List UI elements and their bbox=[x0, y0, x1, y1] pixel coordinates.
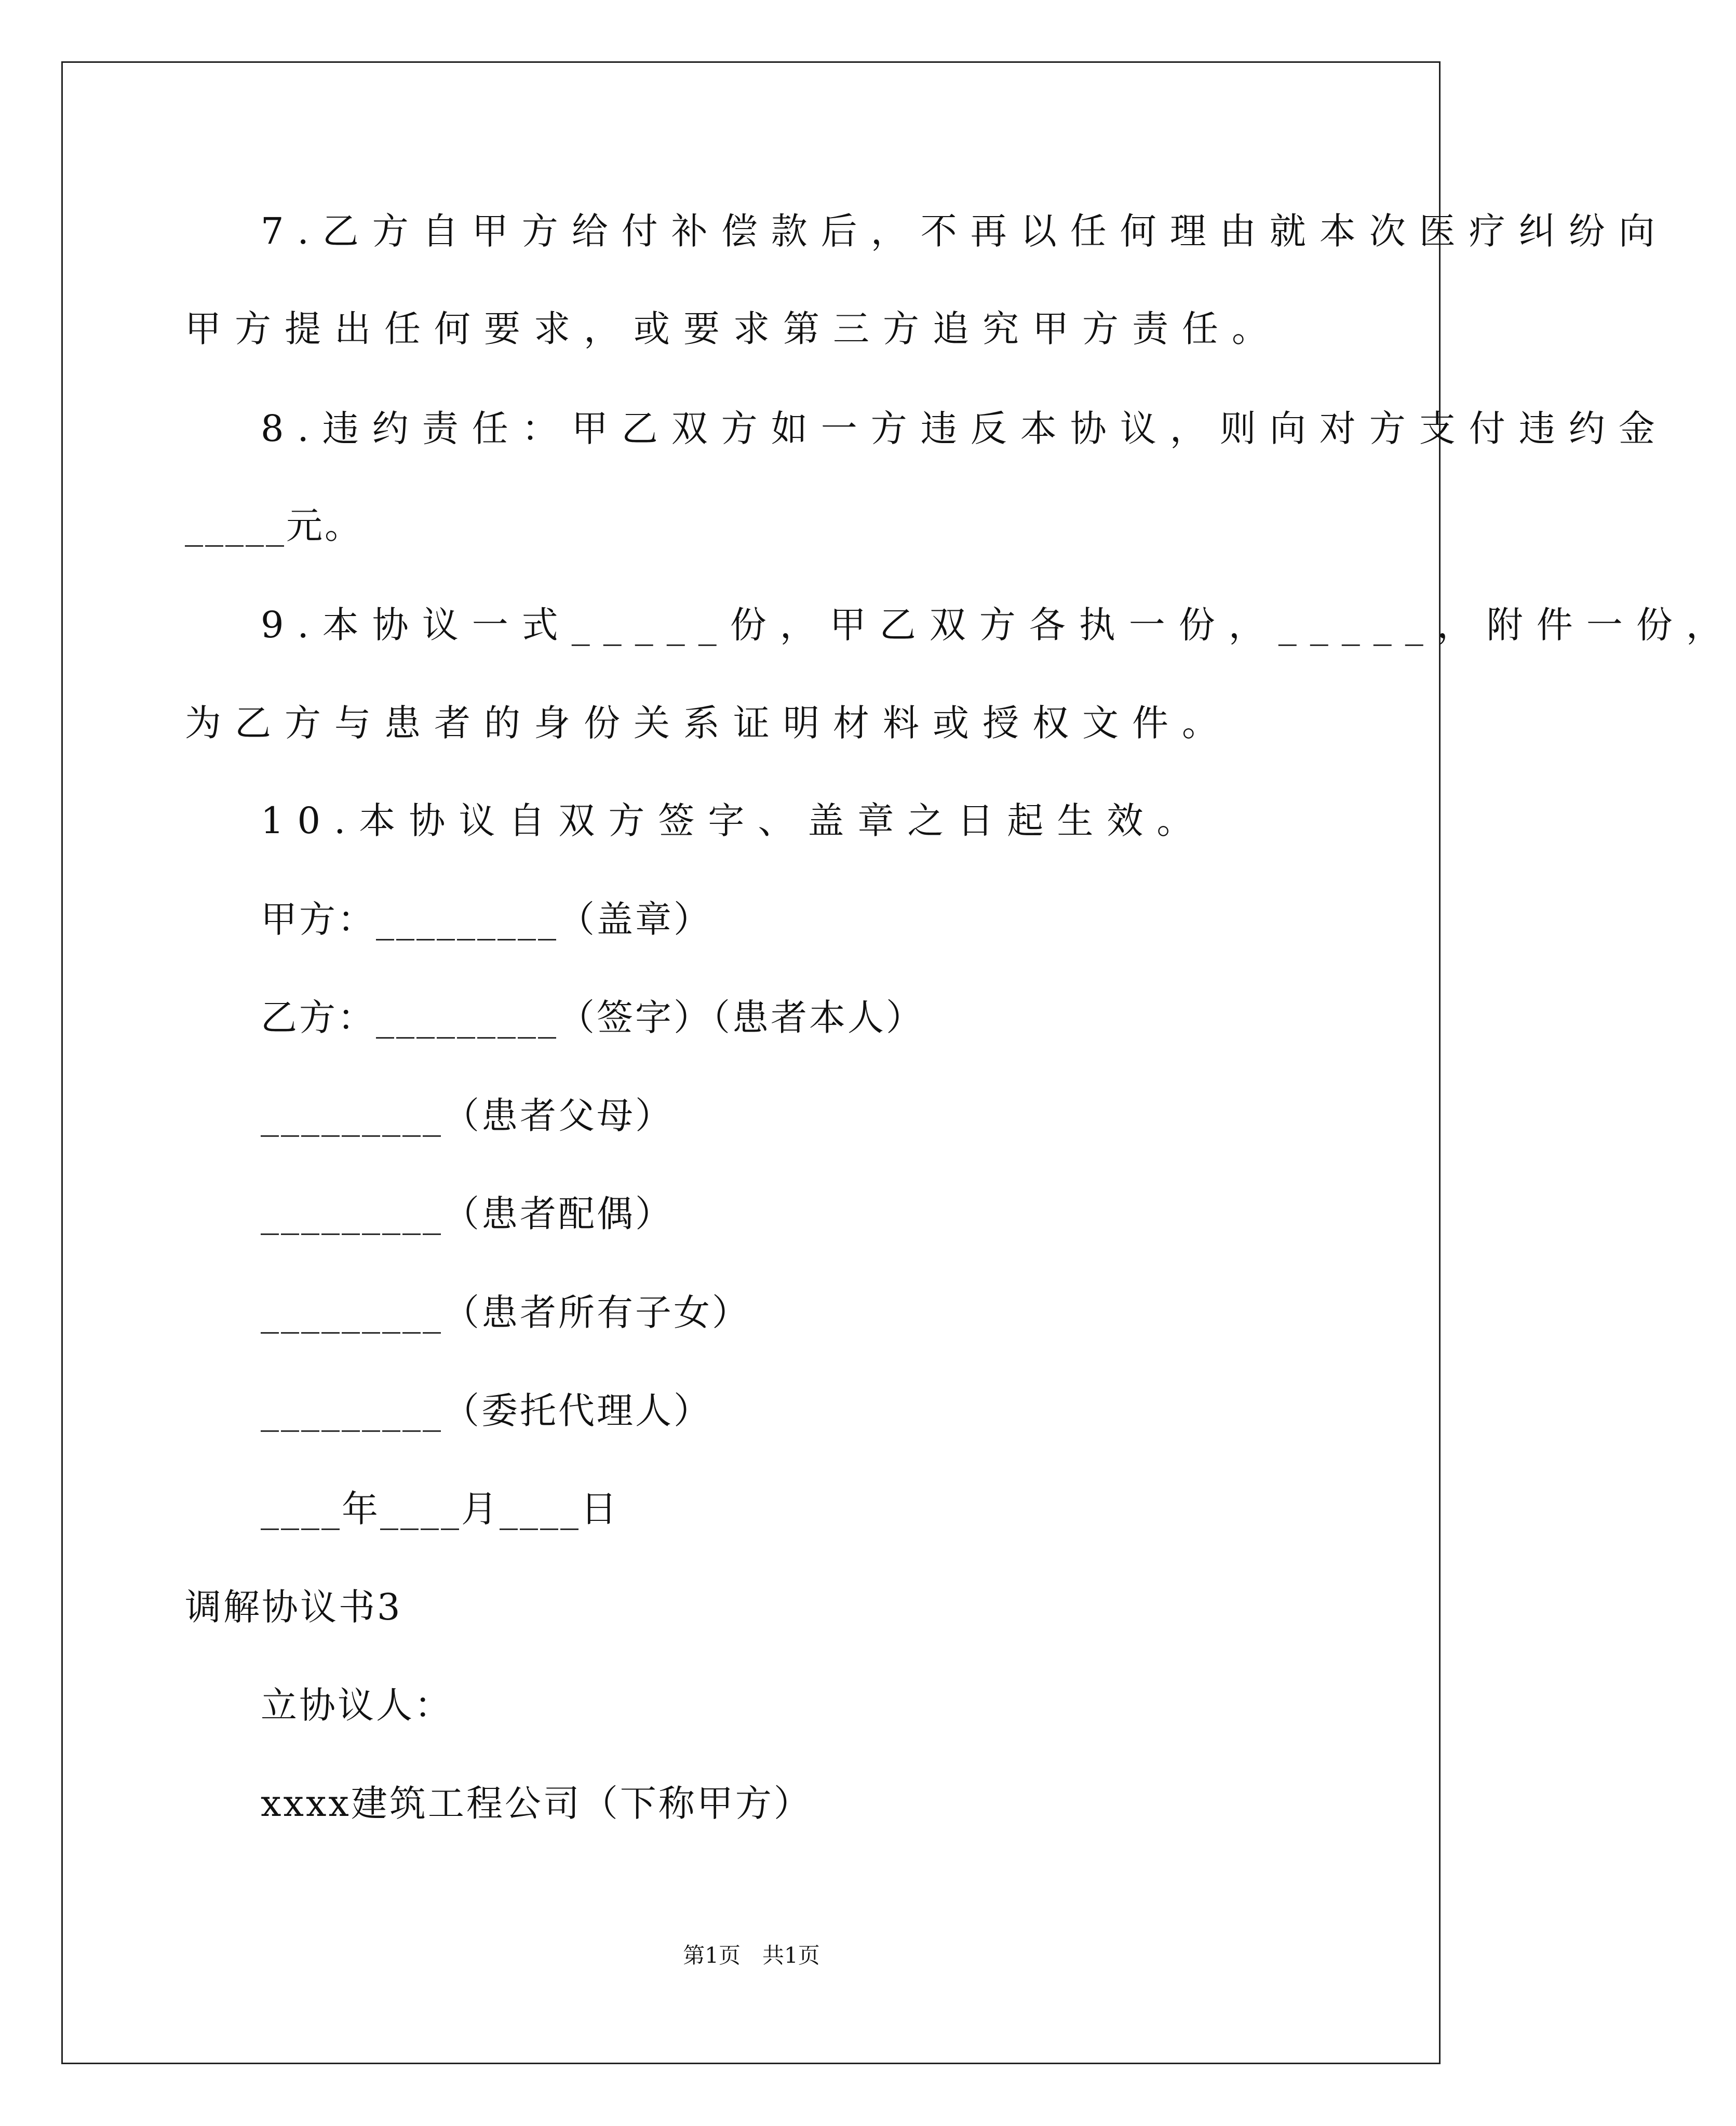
patient-spouse-signature: _________（患者配偶） bbox=[261, 1193, 674, 1235]
signature-date: ____年____月____日 bbox=[261, 1488, 619, 1530]
clause-9-line-1: 9.本协议一式_____份，甲乙双方各执一份，_____，附件一份， bbox=[261, 604, 1736, 646]
clause-7-line-2: 甲方提出任何要求，或要求第三方追究甲方责任。 bbox=[185, 307, 1282, 350]
clause-7-line-1: 7.乙方自甲方给付补偿款后，不再以任何理由就本次医疗纠纷向 bbox=[261, 210, 1668, 252]
page-footer: 第1页 共1页 bbox=[683, 1943, 820, 1968]
clause-8-line-2: _____元。 bbox=[185, 504, 363, 547]
party-b-signature: 乙方：_________（签字）（患者本人） bbox=[261, 996, 924, 1039]
parties-label: 立协议人： bbox=[261, 1684, 453, 1727]
patient-parents-signature: _________（患者父母） bbox=[261, 1094, 674, 1137]
section-heading: 调解协议书3 bbox=[185, 1586, 402, 1628]
page-border bbox=[61, 61, 1441, 2064]
party-a-company: xxxx建筑工程公司（下称甲方） bbox=[261, 1782, 812, 1825]
agent-signature: _________（委托代理人） bbox=[261, 1389, 712, 1432]
party-a-signature: 甲方：_________（盖章） bbox=[261, 898, 712, 941]
clause-9-line-2: 为乙方与患者的身份关系证明材料或授权文件。 bbox=[185, 702, 1232, 744]
clause-8-line-1: 8.违约责任：甲乙双方如一方违反本协议，则向对方支付违约金 bbox=[261, 407, 1668, 450]
clause-10: 10.本协议自双方签字、盖章之日起生效。 bbox=[261, 799, 1207, 842]
patient-children-signature: _________（患者所有子女） bbox=[261, 1291, 750, 1334]
